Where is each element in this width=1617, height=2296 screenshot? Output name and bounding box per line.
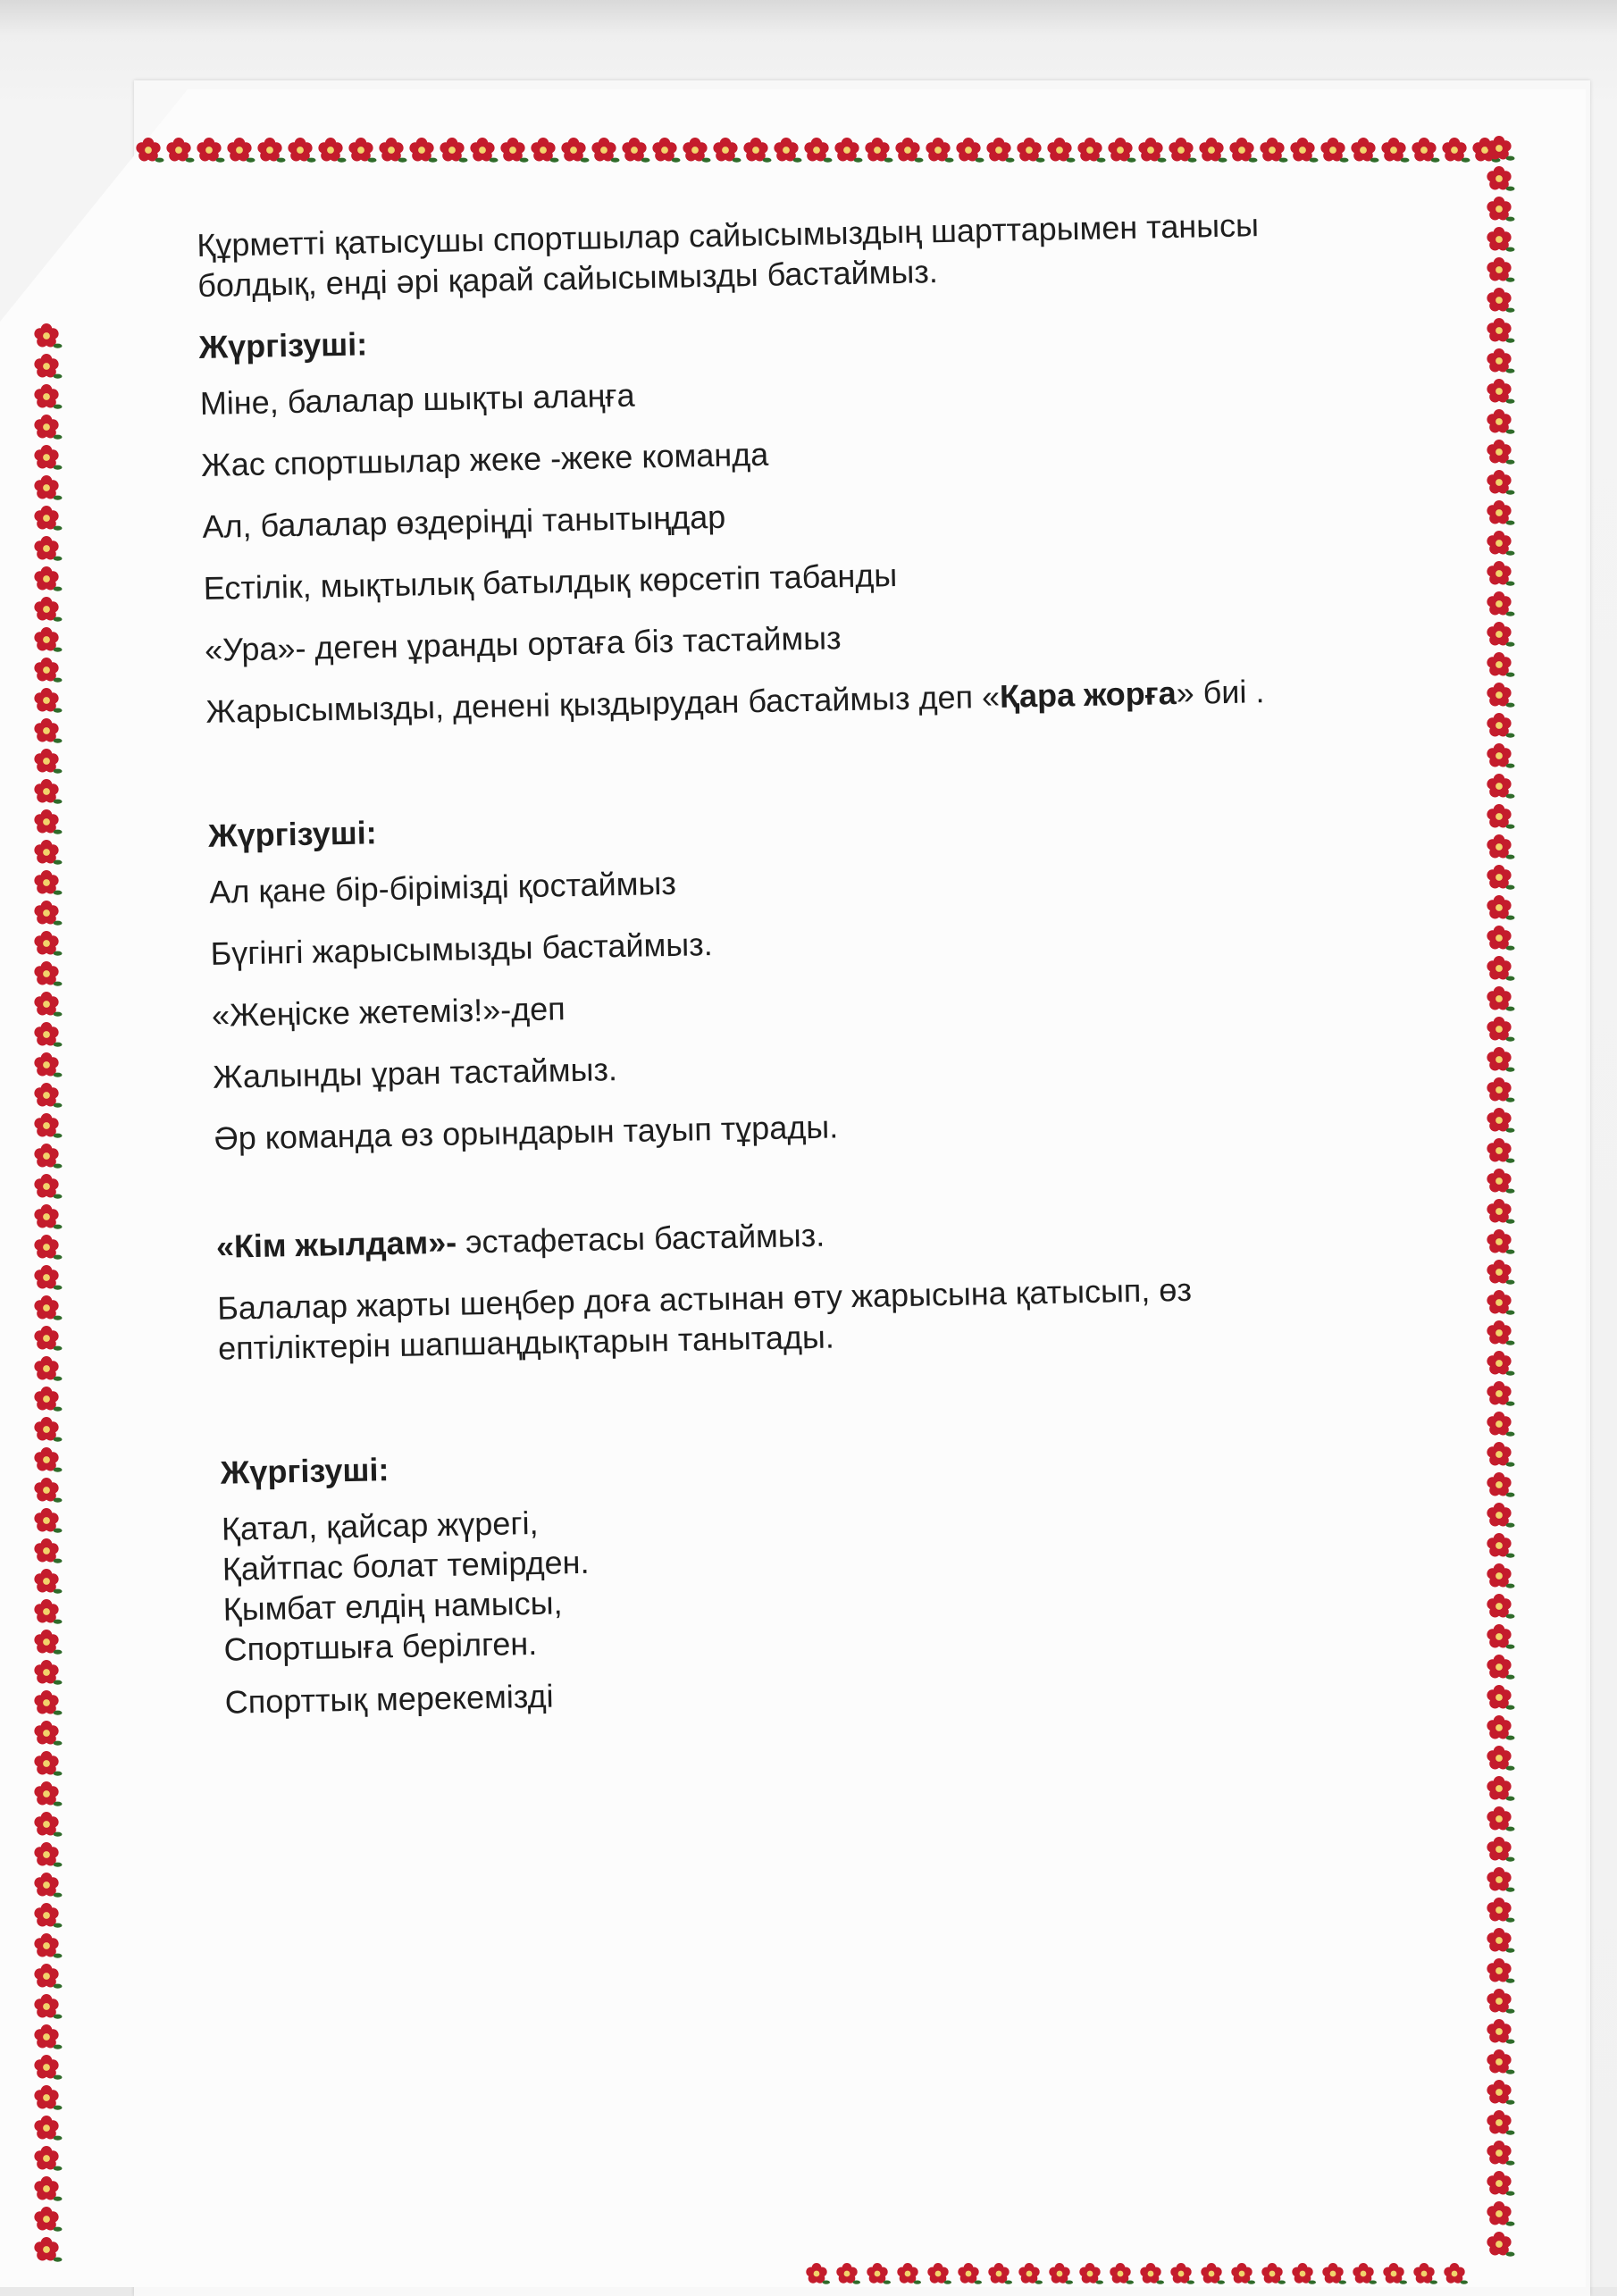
flower-ornament (1229, 138, 1257, 163)
flower-ornament (34, 2146, 62, 2171)
intro-line-2: болдық, енді әрі қарай сайысымызды бастаймыз. (197, 253, 939, 304)
flower-ornament (1487, 865, 1514, 890)
flower-ornament (34, 1751, 62, 1776)
document-body (197, 201, 1476, 1744)
flower-ornament (774, 138, 801, 163)
flower-ornament (34, 506, 62, 531)
flower-ornament (1442, 138, 1470, 163)
flower-ornament (34, 870, 62, 895)
dance-line-post: » биі . (1176, 673, 1265, 712)
flower-ornament (34, 1660, 62, 1685)
flower-ornament (1487, 2019, 1514, 2044)
flower-ornament (440, 138, 467, 163)
flower-ornament (470, 138, 498, 163)
flower-ornament (1017, 138, 1044, 163)
flower-ornament (1487, 1047, 1514, 1072)
flower-ornament (34, 2237, 62, 2262)
flower-ornament (34, 627, 62, 652)
flower-ornament (34, 1721, 62, 1746)
flower-ornament (1487, 2232, 1514, 2257)
flower-ornament (34, 961, 62, 986)
flower-ornament (34, 840, 62, 865)
poem-line: Міне, балалар шықты алаңға (199, 376, 635, 422)
flower-ornament (1487, 1776, 1514, 1801)
dance-name: Қара жорға (999, 675, 1177, 715)
flower-ornament (713, 138, 741, 163)
flower-ornament (34, 415, 62, 440)
flower-ornament (1487, 2171, 1514, 2196)
flower-ornament (1169, 138, 1196, 163)
flower-ornament (34, 1204, 62, 1229)
flower-ornament (1079, 2263, 1103, 2284)
flower-ornament (1487, 834, 1514, 859)
flower-ornament (1487, 1260, 1514, 1285)
flower-ornament (1487, 136, 1514, 161)
relay-description-2: ептіліктерін шапшаңдықтарын танытады. (217, 1318, 835, 1367)
flower-ornament (34, 1964, 62, 1989)
flower-ornament (1170, 2263, 1194, 2284)
flower-ornament (1383, 2263, 1407, 2284)
flower-ornament (1487, 683, 1514, 708)
flower-ornament (1413, 2263, 1437, 2284)
flower-ornament (348, 138, 376, 163)
flower-ornament (1487, 1138, 1514, 1163)
flower-ornament (1487, 379, 1514, 404)
flower-ornament (1487, 743, 1514, 768)
flower-ornament (34, 566, 62, 591)
flower-ornament (1201, 2263, 1225, 2284)
flower-ornament (1110, 2263, 1134, 2284)
flower-ornament (1140, 2263, 1164, 2284)
flower-ornament (34, 354, 62, 379)
poem-line: Естілік, мықтылық батылдық көрсетіп табанды (203, 557, 898, 607)
flower-ornament (1290, 138, 1318, 163)
flower-ornament (986, 138, 1014, 163)
flower-ornament (34, 597, 62, 622)
flower-ornament (591, 138, 619, 163)
flower-ornament (34, 1113, 62, 1138)
flower-ornament (34, 1447, 62, 1472)
flower-ornament (34, 1235, 62, 1260)
flower-ornament (1487, 1746, 1514, 1771)
poem-line: «Ура»- деген ұранды ортаға біз тастаймыз (204, 619, 842, 668)
flower-ornament (806, 2263, 830, 2284)
flower-ornament (136, 138, 163, 163)
flower-ornament (1487, 956, 1514, 981)
flower-ornament (34, 1538, 62, 1563)
poem-line: Бүгінгі жарысымызды бастаймыз. (210, 926, 713, 972)
flower-ornament (34, 1478, 62, 1503)
flower-ornament (1487, 1290, 1514, 1315)
flower-ornament (34, 809, 62, 834)
flower-ornament (1487, 1381, 1514, 1406)
flower-ornament (804, 138, 832, 163)
flower-ornament (1487, 1867, 1514, 1892)
flower-ornament (34, 901, 62, 926)
flower-ornament (1487, 348, 1514, 373)
flower-ornament (1487, 1229, 1514, 1254)
flower-ornament (318, 138, 346, 163)
flower-ornament (836, 2263, 860, 2284)
flower-ornament (1487, 2141, 1514, 2166)
flower-ornament (1487, 1320, 1514, 1345)
flower-ornament (34, 2055, 62, 2080)
flower-ornament (1487, 986, 1514, 1011)
flower-ornament (1487, 1685, 1514, 1710)
flower-ornament (34, 384, 62, 409)
flower-ornament (897, 2263, 921, 2284)
flower-ornament (1412, 138, 1439, 163)
poem-line: Қайтпас болат темірден. (222, 1543, 590, 1588)
poem-line: Қымбат елдің намысы, (222, 1584, 563, 1628)
flower-ornament (34, 1842, 62, 1867)
flower-ornament (34, 1265, 62, 1290)
flower-ornament (34, 1356, 62, 1381)
flower-ornament (1444, 2263, 1468, 2284)
relay-rest: эстафетасы бастаймыз. (456, 1216, 825, 1261)
flower-ornament (1487, 2201, 1514, 2226)
flower-ornament (34, 1052, 62, 1077)
flower-ornament (1487, 1503, 1514, 1528)
flower-ornament (1487, 1108, 1514, 1133)
flower-ornament (1487, 440, 1514, 465)
flower-ornament (34, 718, 62, 743)
flower-ornament (927, 2263, 951, 2284)
flower-ornament (1487, 1017, 1514, 1042)
flower-ornament (1108, 138, 1135, 163)
flower-ornament (865, 138, 892, 163)
flower-ornament (1487, 926, 1514, 951)
flower-ornament (1487, 1898, 1514, 1923)
flower-ornament (1047, 138, 1075, 163)
flower-ornament (1487, 2080, 1514, 2105)
flower-ornament (743, 138, 771, 163)
flower-border-left (30, 322, 63, 2287)
flower-ornament (1487, 1655, 1514, 1680)
flower-ornament (1487, 227, 1514, 252)
flower-ornament (34, 1812, 62, 1837)
flower-ornament (1487, 1412, 1514, 1437)
dance-line (205, 667, 1457, 732)
flower-ornament (34, 1903, 62, 1928)
flower-ornament (1487, 1472, 1514, 1497)
flower-ornament (34, 1083, 62, 1108)
flower-ornament (867, 2263, 891, 2284)
flower-ornament (34, 1295, 62, 1320)
intro-line-1: Құрметті қатысушы спортшылар сайысымыздың шарттарымен танысы (197, 206, 1260, 264)
flower-ornament (1487, 1806, 1514, 1831)
flower-ornament (622, 138, 649, 163)
flower-ornament (1231, 2263, 1255, 2284)
flower-ornament (1487, 197, 1514, 222)
flower-ornament (34, 1873, 62, 1898)
flower-ornament (1487, 895, 1514, 920)
flower-ornament (895, 138, 923, 163)
flower-ornament (1487, 1594, 1514, 1619)
flower-ornament (1487, 500, 1514, 525)
flower-ornament (500, 138, 528, 163)
flower-ornament (34, 658, 62, 683)
flower-ornament (34, 688, 62, 713)
section-heading: Жүргізуші: (198, 325, 368, 365)
flower-ornament (409, 138, 437, 163)
flower-ornament (34, 475, 62, 500)
flower-ornament (652, 138, 680, 163)
flower-ornament (227, 138, 255, 163)
flower-ornament (1487, 1928, 1514, 1953)
flower-ornament (1381, 138, 1409, 163)
flower-ornament (1322, 2263, 1346, 2284)
flower-ornament (1260, 138, 1287, 163)
flower-ornament (1199, 138, 1227, 163)
flower-ornament (926, 138, 953, 163)
poem-line: Қатал, қайсар жүрегі, (221, 1504, 539, 1547)
flower-ornament (1487, 622, 1514, 647)
flower-ornament (1487, 1169, 1514, 1194)
poem-line: Спортшыға берілген. (223, 1624, 538, 1668)
flower-ornament (1487, 166, 1514, 191)
flower-ornament (1320, 138, 1348, 163)
flower-ornament (1487, 1199, 1514, 1224)
flower-ornament (956, 138, 984, 163)
flower-ornament (34, 2085, 62, 2110)
flower-ornament (34, 2024, 62, 2049)
relay-description-1: Балалар жарты шеңбер доға астынан өту жарысына қатысып, өз (216, 1270, 1193, 1327)
flower-ornament (288, 138, 315, 163)
flower-ornament (1487, 652, 1514, 677)
flower-ornament (34, 749, 62, 774)
flower-ornament (34, 1630, 62, 1655)
flower-ornament (1487, 561, 1514, 586)
flower-ornament (166, 138, 194, 163)
flower-ornament (1487, 409, 1514, 434)
flower-ornament (34, 2116, 62, 2141)
flower-ornament (1487, 1624, 1514, 1649)
flower-ornament (1487, 1837, 1514, 1862)
flower-ornament (561, 138, 589, 163)
poem-line: «Жеңіске жетеміз!»-деп (211, 990, 566, 1034)
flower-ornament (531, 138, 558, 163)
flower-ornament (1487, 1715, 1514, 1740)
poem-line: Жас спортшылар жеке -жеке команда (200, 435, 769, 483)
flower-ornament (1487, 1442, 1514, 1467)
flower-border-bottom (804, 2260, 1483, 2287)
flower-ornament (1487, 288, 1514, 313)
flower-ornament (34, 1387, 62, 1412)
flower-ornament (34, 1326, 62, 1351)
flower-ornament (197, 138, 224, 163)
section-heading: Жүргізуші: (220, 1451, 390, 1491)
flower-ornament (958, 2263, 982, 2284)
flower-ornament (34, 1933, 62, 1958)
flower-ornament (34, 536, 62, 561)
flower-ornament (1351, 138, 1378, 163)
relay-name: «Кім жылдам»- (215, 1223, 457, 1265)
flower-ornament (34, 2176, 62, 2201)
flower-ornament (34, 1994, 62, 2019)
flower-ornament (1487, 2110, 1514, 2135)
flower-ornament (988, 2263, 1012, 2284)
flower-ornament (1018, 2263, 1043, 2284)
flower-ornament (1487, 531, 1514, 556)
flower-ornament (1487, 318, 1514, 343)
flower-ornament (834, 138, 862, 163)
flower-ornament (34, 1599, 62, 1624)
section-heading: Жүргізуші: (207, 814, 378, 854)
flower-ornament (34, 992, 62, 1017)
flower-ornament (34, 1022, 62, 1047)
flower-ornament (1487, 1563, 1514, 1588)
flower-ornament (1487, 804, 1514, 829)
flower-ornament (34, 1508, 62, 1533)
flower-ornament (1049, 2263, 1073, 2284)
flower-ornament (1487, 1958, 1514, 1983)
flower-ornament (1487, 470, 1514, 495)
flower-ornament (1487, 2049, 1514, 2074)
flower-ornament (34, 2207, 62, 2232)
poem-line: Спорттық мерекемізді (224, 1677, 554, 1721)
flower-ornament (34, 779, 62, 804)
flower-ornament (1487, 774, 1514, 799)
flower-ornament (257, 138, 285, 163)
flower-ornament (34, 445, 62, 470)
flower-ornament (1487, 713, 1514, 738)
flower-ornament (1487, 591, 1514, 616)
flower-ornament (34, 1781, 62, 1806)
flower-ornament (683, 138, 710, 163)
flower-ornament (1292, 2263, 1316, 2284)
dance-line-pre: Жарысымызды, денені қыздырудан бастаймыз деп « (205, 677, 1001, 730)
flower-ornament (1487, 1351, 1514, 1376)
flower-ornament (34, 1417, 62, 1442)
flower-ornament (34, 1174, 62, 1199)
flower-ornament (1138, 138, 1166, 163)
flower-ornament (1261, 2263, 1286, 2284)
poem-line: Жалынды ұран тастаймыз. (212, 1051, 618, 1095)
flower-ornament (34, 1144, 62, 1169)
flower-ornament (1487, 1989, 1514, 2014)
flower-ornament (1487, 1077, 1514, 1102)
poem-line: Әр команда өз орындарын тауып тұрады. (214, 1108, 839, 1157)
flower-ornament (34, 1569, 62, 1594)
flower-ornament (379, 138, 406, 163)
flower-ornament (1487, 1533, 1514, 1558)
flower-ornament (1487, 257, 1514, 282)
poem-line: Ал қане бір-бірімізді қостаймыз (208, 864, 677, 910)
flower-ornament (34, 323, 62, 348)
flower-border-top (134, 134, 1514, 166)
poem-line: Ал, балалар өздеріңді танытыңдар (202, 498, 726, 545)
flower-ornament (1353, 2263, 1377, 2284)
flower-ornament (34, 931, 62, 956)
flower-ornament (1077, 138, 1105, 163)
flower-border-right (1483, 134, 1515, 2287)
flower-ornament (34, 1690, 62, 1715)
